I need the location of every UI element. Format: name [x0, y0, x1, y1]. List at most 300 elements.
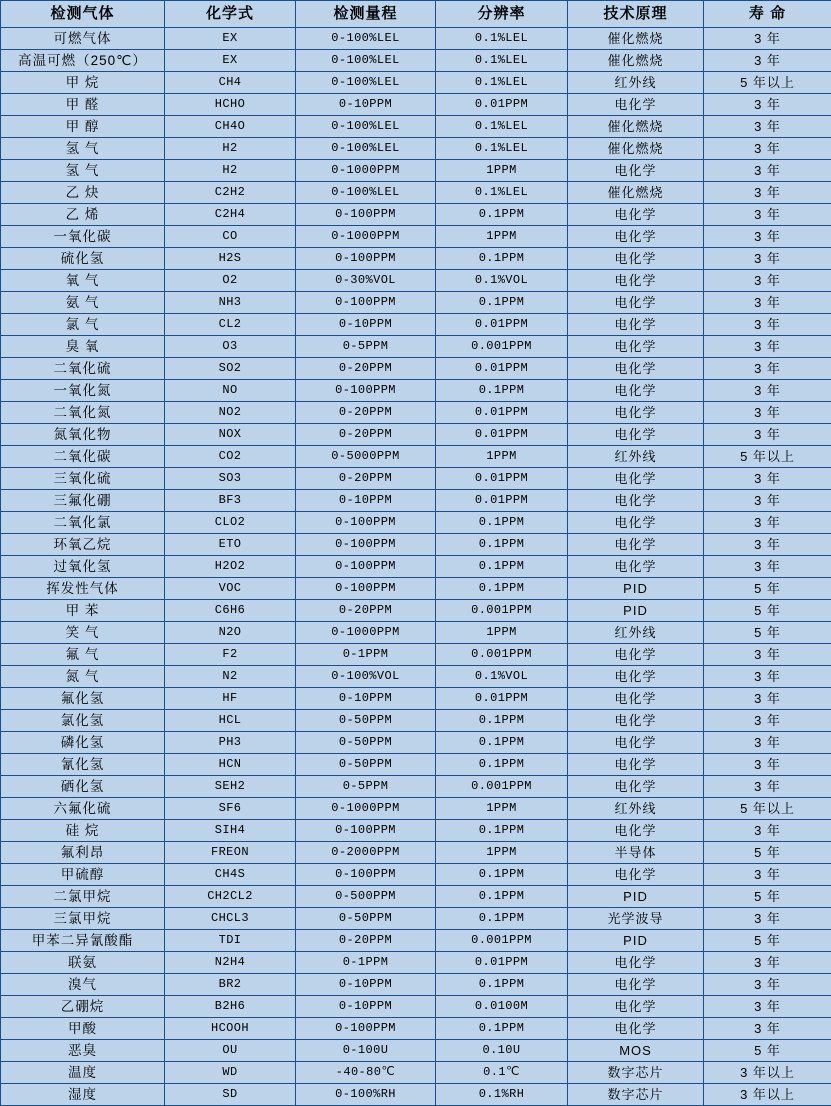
cell-principle: 电化学	[568, 710, 704, 732]
cell-formula: FREON	[165, 842, 296, 864]
cell-resolution: 1PPM	[436, 798, 568, 820]
cell-life: 3 年以上	[704, 1062, 831, 1084]
cell-resolution: 0.01PPM	[436, 952, 568, 974]
cell-life: 3 年	[704, 270, 831, 292]
cell-resolution: 0.01PPM	[436, 314, 568, 336]
cell-range: 0-1000PPM	[296, 622, 436, 644]
cell-principle: 电化学	[568, 666, 704, 688]
table-row	[1, 94, 831, 116]
cell-life: 3 年	[704, 644, 831, 666]
table-row	[1, 270, 831, 292]
cell-resolution: 0.1%LEL	[436, 50, 568, 72]
table-row	[1, 72, 831, 94]
cell-formula: NO	[165, 380, 296, 402]
cell-gas: 甲 醇	[1, 116, 165, 138]
cell-life: 5 年	[704, 578, 831, 600]
cell-range: 0-10PPM	[296, 974, 436, 996]
cell-resolution: 0.001PPM	[436, 644, 568, 666]
cell-range: 0-100%LEL	[296, 72, 436, 94]
table-row	[1, 864, 831, 886]
cell-principle: 电化学	[568, 754, 704, 776]
cell-range: 0-10PPM	[296, 490, 436, 512]
cell-gas: 硫化氢	[1, 248, 165, 270]
cell-range: 0-100U	[296, 1040, 436, 1062]
cell-life: 3 年	[704, 908, 831, 930]
cell-resolution: 0.001PPM	[436, 776, 568, 798]
cell-formula: H2O2	[165, 556, 296, 578]
table-row	[1, 226, 831, 248]
cell-life: 3 年	[704, 28, 831, 50]
cell-resolution: 1PPM	[436, 842, 568, 864]
table-row	[1, 402, 831, 424]
table-row	[1, 842, 831, 864]
table-row	[1, 666, 831, 688]
cell-gas: 氟利昂	[1, 842, 165, 864]
table-row	[1, 138, 831, 160]
cell-resolution: 0.1PPM	[436, 886, 568, 908]
table-row	[1, 644, 831, 666]
cell-formula: VOC	[165, 578, 296, 600]
cell-formula: N2	[165, 666, 296, 688]
cell-range: 0-10PPM	[296, 314, 436, 336]
table-row	[1, 600, 831, 622]
table-row	[1, 534, 831, 556]
cell-formula: PH3	[165, 732, 296, 754]
cell-resolution: 0.01PPM	[436, 94, 568, 116]
cell-gas: 氟 气	[1, 644, 165, 666]
table-row	[1, 28, 831, 50]
cell-range: 0-100%VOL	[296, 666, 436, 688]
table-row	[1, 314, 831, 336]
table-row	[1, 182, 831, 204]
cell-formula: HCHO	[165, 94, 296, 116]
cell-range: 0-1PPM	[296, 644, 436, 666]
cell-resolution: 1PPM	[436, 226, 568, 248]
cell-formula: EX	[165, 28, 296, 50]
cell-gas: 氟化氢	[1, 688, 165, 710]
cell-formula: HF	[165, 688, 296, 710]
cell-life: 3 年	[704, 688, 831, 710]
cell-resolution: 0.1PPM	[436, 204, 568, 226]
table-row	[1, 556, 831, 578]
cell-life: 3 年	[704, 248, 831, 270]
cell-principle: 数字芯片	[568, 1084, 704, 1106]
cell-principle: 红外线	[568, 72, 704, 94]
cell-life: 3 年	[704, 820, 831, 842]
cell-resolution: 0.1PPM	[436, 380, 568, 402]
table-row	[1, 204, 831, 226]
cell-formula: NH3	[165, 292, 296, 314]
cell-gas: 三氧化硫	[1, 468, 165, 490]
cell-resolution: 0.1PPM	[436, 534, 568, 556]
cell-resolution: 1PPM	[436, 446, 568, 468]
cell-principle: 电化学	[568, 270, 704, 292]
cell-formula: H2	[165, 138, 296, 160]
cell-life: 3 年	[704, 952, 831, 974]
cell-principle: 红外线	[568, 622, 704, 644]
cell-life: 5 年	[704, 842, 831, 864]
cell-range: 0-1PPM	[296, 952, 436, 974]
cell-range: 0-50PPM	[296, 908, 436, 930]
table-row	[1, 754, 831, 776]
cell-gas: 六氟化硫	[1, 798, 165, 820]
cell-range: 0-100PPM	[296, 380, 436, 402]
cell-life: 3 年	[704, 358, 831, 380]
cell-principle: PID	[568, 578, 704, 600]
cell-principle: 电化学	[568, 358, 704, 380]
cell-gas: 硒化氢	[1, 776, 165, 798]
cell-range: 0-50PPM	[296, 732, 436, 754]
cell-formula: SEH2	[165, 776, 296, 798]
cell-gas: 高温可燃（250℃）	[1, 50, 165, 72]
table-row	[1, 974, 831, 996]
table-row	[1, 688, 831, 710]
cell-range: 0-50PPM	[296, 754, 436, 776]
cell-principle: 电化学	[568, 996, 704, 1018]
table-row	[1, 446, 831, 468]
cell-resolution: 0.1PPM	[436, 754, 568, 776]
table-row	[1, 490, 831, 512]
cell-principle: 电化学	[568, 820, 704, 842]
cell-resolution: 0.01PPM	[436, 402, 568, 424]
cell-principle: 催化燃烧	[568, 50, 704, 72]
cell-resolution: 0.1%LEL	[436, 28, 568, 50]
cell-gas: 三氟化硼	[1, 490, 165, 512]
cell-principle: 电化学	[568, 512, 704, 534]
cell-life: 3 年	[704, 424, 831, 446]
cell-life: 5 年以上	[704, 798, 831, 820]
cell-range: 0-100PPM	[296, 204, 436, 226]
cell-formula: SD	[165, 1084, 296, 1106]
cell-formula: TDI	[165, 930, 296, 952]
cell-life: 3 年	[704, 754, 831, 776]
cell-life: 3 年	[704, 94, 831, 116]
cell-resolution: 0.1PPM	[436, 864, 568, 886]
cell-range: 0-20PPM	[296, 358, 436, 380]
cell-formula: WD	[165, 1062, 296, 1084]
table-row	[1, 622, 831, 644]
cell-range: 0-100%LEL	[296, 182, 436, 204]
cell-life: 3 年	[704, 666, 831, 688]
table-row	[1, 798, 831, 820]
cell-resolution: 0.01PPM	[436, 468, 568, 490]
cell-resolution: 0.1℃	[436, 1062, 568, 1084]
cell-range: 0-10PPM	[296, 688, 436, 710]
cell-life: 5 年	[704, 886, 831, 908]
cell-gas: 可燃气体	[1, 28, 165, 50]
cell-range: 0-5000PPM	[296, 446, 436, 468]
table-row	[1, 930, 831, 952]
cell-range: 0-1000PPM	[296, 798, 436, 820]
cell-life: 5 年以上	[704, 72, 831, 94]
table-row	[1, 1084, 831, 1106]
cell-formula: HCN	[165, 754, 296, 776]
cell-resolution: 0.1PPM	[436, 1018, 568, 1040]
cell-principle: 电化学	[568, 402, 704, 424]
table-row	[1, 908, 831, 930]
cell-life: 3 年	[704, 336, 831, 358]
cell-resolution: 0.1%LEL	[436, 116, 568, 138]
cell-resolution: 0.1PPM	[436, 248, 568, 270]
cell-gas: 氯化氢	[1, 710, 165, 732]
cell-life: 3 年	[704, 534, 831, 556]
cell-resolution: 0.10U	[436, 1040, 568, 1062]
cell-resolution: 0.1PPM	[436, 292, 568, 314]
cell-life: 3 年	[704, 204, 831, 226]
cell-gas: 环氧乙烷	[1, 534, 165, 556]
cell-gas: 乙硼烷	[1, 996, 165, 1018]
cell-gas: 氯 气	[1, 314, 165, 336]
cell-formula: SIH4	[165, 820, 296, 842]
cell-range: 0-2000PPM	[296, 842, 436, 864]
cell-range: 0-100PPM	[296, 556, 436, 578]
cell-principle: 电化学	[568, 336, 704, 358]
table-row	[1, 1018, 831, 1040]
cell-life: 3 年	[704, 1018, 831, 1040]
cell-life: 3 年以上	[704, 1084, 831, 1106]
cell-resolution: 0.1PPM	[436, 732, 568, 754]
cell-range: 0-1000PPM	[296, 160, 436, 182]
cell-gas: 硅 烷	[1, 820, 165, 842]
cell-life: 3 年	[704, 116, 831, 138]
cell-gas: 甲 苯	[1, 600, 165, 622]
table-body	[1, 28, 831, 1106]
cell-gas: 氢 气	[1, 160, 165, 182]
cell-range: 0-10PPM	[296, 996, 436, 1018]
table-row	[1, 578, 831, 600]
cell-life: 3 年	[704, 380, 831, 402]
cell-formula: EX	[165, 50, 296, 72]
cell-formula: CH4S	[165, 864, 296, 886]
cell-range: 0-100PPM	[296, 820, 436, 842]
cell-range: 0-100PPM	[296, 864, 436, 886]
cell-gas: 二氧化氯	[1, 512, 165, 534]
cell-gas: 氧 气	[1, 270, 165, 292]
cell-range: 0-20PPM	[296, 468, 436, 490]
cell-resolution: 0.001PPM	[436, 600, 568, 622]
cell-gas: 磷化氢	[1, 732, 165, 754]
table-row	[1, 732, 831, 754]
table-row	[1, 952, 831, 974]
cell-formula: H2S	[165, 248, 296, 270]
cell-formula: BR2	[165, 974, 296, 996]
table-row	[1, 424, 831, 446]
cell-life: 3 年	[704, 776, 831, 798]
cell-formula: B2H6	[165, 996, 296, 1018]
table-row	[1, 776, 831, 798]
cell-principle: 催化燃烧	[568, 28, 704, 50]
column-header-range: 检测量程	[296, 1, 436, 28]
cell-range: 0-100%LEL	[296, 116, 436, 138]
cell-range: 0-100%LEL	[296, 138, 436, 160]
cell-life: 3 年	[704, 556, 831, 578]
cell-gas: 氨 气	[1, 292, 165, 314]
cell-principle: 电化学	[568, 204, 704, 226]
cell-gas: 湿度	[1, 1084, 165, 1106]
cell-life: 3 年	[704, 182, 831, 204]
cell-formula: C6H6	[165, 600, 296, 622]
cell-formula: CLO2	[165, 512, 296, 534]
cell-principle: 催化燃烧	[568, 116, 704, 138]
cell-gas: 臭 氧	[1, 336, 165, 358]
cell-resolution: 0.1%VOL	[436, 666, 568, 688]
cell-principle: 电化学	[568, 248, 704, 270]
cell-gas: 一氧化氮	[1, 380, 165, 402]
cell-formula: CH4O	[165, 116, 296, 138]
column-header-principle: 技术原理	[568, 1, 704, 28]
table-row	[1, 292, 831, 314]
cell-formula: C2H4	[165, 204, 296, 226]
cell-principle: 电化学	[568, 952, 704, 974]
cell-gas: 过氧化氢	[1, 556, 165, 578]
cell-formula: N2O	[165, 622, 296, 644]
cell-gas: 二氧化碳	[1, 446, 165, 468]
cell-gas: 温度	[1, 1062, 165, 1084]
cell-range: 0-500PPM	[296, 886, 436, 908]
cell-formula: OU	[165, 1040, 296, 1062]
cell-principle: 电化学	[568, 490, 704, 512]
cell-principle: PID	[568, 930, 704, 952]
cell-principle: 电化学	[568, 424, 704, 446]
cell-formula: N2H4	[165, 952, 296, 974]
cell-range: 0-100PPM	[296, 1018, 436, 1040]
table-row	[1, 160, 831, 182]
cell-gas: 氰化氢	[1, 754, 165, 776]
cell-resolution: 0.01PPM	[436, 424, 568, 446]
cell-life: 5 年	[704, 600, 831, 622]
cell-life: 3 年	[704, 864, 831, 886]
table-row	[1, 358, 831, 380]
cell-principle: 电化学	[568, 1018, 704, 1040]
cell-formula: CH2CL2	[165, 886, 296, 908]
cell-resolution: 0.1PPM	[436, 578, 568, 600]
cell-gas: 甲硫醇	[1, 864, 165, 886]
cell-resolution: 0.001PPM	[436, 336, 568, 358]
cell-formula: CO	[165, 226, 296, 248]
cell-gas: 二氧化硫	[1, 358, 165, 380]
cell-principle: 电化学	[568, 688, 704, 710]
cell-formula: HCL	[165, 710, 296, 732]
cell-life: 3 年	[704, 996, 831, 1018]
table-row	[1, 380, 831, 402]
cell-principle: 电化学	[568, 380, 704, 402]
cell-gas: 联氨	[1, 952, 165, 974]
cell-gas: 三氯甲烷	[1, 908, 165, 930]
cell-gas: 恶臭	[1, 1040, 165, 1062]
cell-resolution: 0.01PPM	[436, 358, 568, 380]
cell-formula: F2	[165, 644, 296, 666]
cell-formula: H2	[165, 160, 296, 182]
cell-principle: 红外线	[568, 798, 704, 820]
cell-resolution: 0.1%LEL	[436, 138, 568, 160]
cell-resolution: 0.01PPM	[436, 490, 568, 512]
cell-principle: 电化学	[568, 160, 704, 182]
cell-formula: NOX	[165, 424, 296, 446]
table-row	[1, 116, 831, 138]
cell-resolution: 1PPM	[436, 160, 568, 182]
cell-principle: 电化学	[568, 776, 704, 798]
cell-gas: 二氧化氮	[1, 402, 165, 424]
cell-range: -40-80℃	[296, 1062, 436, 1084]
table-header	[1, 1, 831, 28]
cell-range: 0-1000PPM	[296, 226, 436, 248]
cell-range: 0-100PPM	[296, 292, 436, 314]
cell-life: 3 年	[704, 468, 831, 490]
cell-resolution: 0.1PPM	[436, 820, 568, 842]
cell-range: 0-20PPM	[296, 424, 436, 446]
table-row	[1, 710, 831, 732]
cell-formula: O3	[165, 336, 296, 358]
cell-range: 0-20PPM	[296, 402, 436, 424]
cell-range: 0-20PPM	[296, 930, 436, 952]
cell-principle: 电化学	[568, 468, 704, 490]
cell-life: 5 年	[704, 622, 831, 644]
cell-life: 5 年	[704, 930, 831, 952]
cell-resolution: 0.1%LEL	[436, 182, 568, 204]
cell-principle: 电化学	[568, 556, 704, 578]
cell-principle: PID	[568, 886, 704, 908]
cell-range: 0-100PPM	[296, 578, 436, 600]
cell-formula: CHCL3	[165, 908, 296, 930]
cell-principle: 电化学	[568, 644, 704, 666]
cell-range: 0-100PPM	[296, 248, 436, 270]
table-row	[1, 512, 831, 534]
table-row	[1, 248, 831, 270]
cell-gas: 一氧化碳	[1, 226, 165, 248]
table-row	[1, 1062, 831, 1084]
cell-resolution: 0.001PPM	[436, 930, 568, 952]
cell-range: 0-10PPM	[296, 94, 436, 116]
cell-resolution: 0.01PPM	[436, 688, 568, 710]
cell-life: 3 年	[704, 50, 831, 72]
cell-principle: 电化学	[568, 314, 704, 336]
cell-gas: 挥发性气体	[1, 578, 165, 600]
cell-formula: SO2	[165, 358, 296, 380]
cell-range: 0-100PPM	[296, 512, 436, 534]
cell-gas: 乙 烯	[1, 204, 165, 226]
cell-formula: SF6	[165, 798, 296, 820]
cell-life: 3 年	[704, 292, 831, 314]
cell-life: 3 年	[704, 732, 831, 754]
cell-principle: 半导体	[568, 842, 704, 864]
header-row	[1, 1, 831, 28]
cell-life: 3 年	[704, 226, 831, 248]
cell-gas: 氢 气	[1, 138, 165, 160]
cell-life: 3 年	[704, 974, 831, 996]
table-row	[1, 468, 831, 490]
cell-gas: 溴气	[1, 974, 165, 996]
cell-gas: 甲酸	[1, 1018, 165, 1040]
cell-gas: 甲 醛	[1, 94, 165, 116]
cell-range: 0-100%LEL	[296, 50, 436, 72]
table-row	[1, 820, 831, 842]
cell-formula: CL2	[165, 314, 296, 336]
cell-range: 0-20PPM	[296, 600, 436, 622]
table-row	[1, 886, 831, 908]
cell-gas: 甲 烷	[1, 72, 165, 94]
cell-range: 0-50PPM	[296, 710, 436, 732]
cell-formula: HCOOH	[165, 1018, 296, 1040]
cell-principle: PID	[568, 600, 704, 622]
cell-resolution: 0.1%LEL	[436, 72, 568, 94]
cell-range: 0-5PPM	[296, 336, 436, 358]
cell-principle: 光学波导	[568, 908, 704, 930]
cell-principle: 红外线	[568, 446, 704, 468]
cell-resolution: 0.1PPM	[436, 974, 568, 996]
cell-principle: 催化燃烧	[568, 182, 704, 204]
cell-formula: NO2	[165, 402, 296, 424]
cell-range: 0-100%RH	[296, 1084, 436, 1106]
